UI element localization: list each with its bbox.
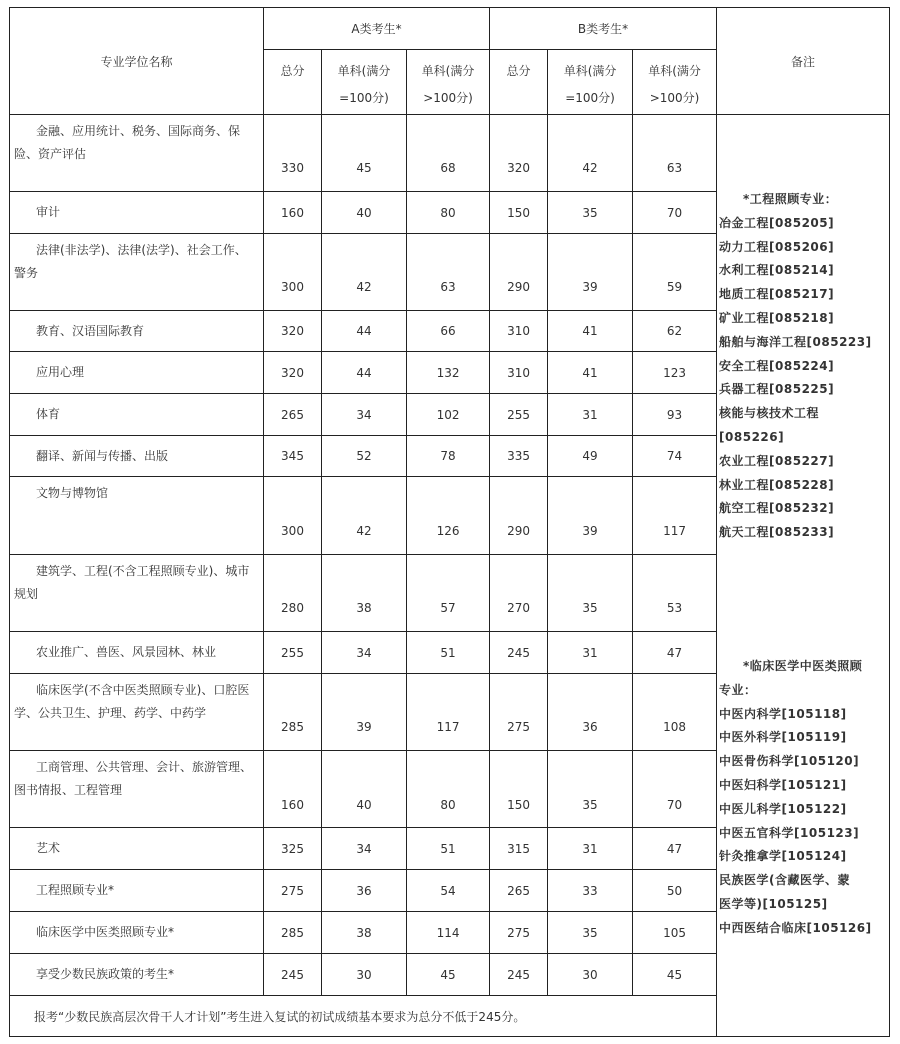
medicine-note-item: 中医儿科学[105122] (719, 801, 847, 816)
cell-b-single-gt100: 108 (633, 674, 717, 751)
cell-b-total: 255 (490, 394, 548, 436)
score-table (9, 7, 890, 1037)
header-a-single-100: 单科(满分=100分) (322, 50, 407, 115)
cell-a-total: 245 (264, 954, 322, 996)
medicine-note-item: 针灸推拿学[105124] (719, 849, 847, 864)
remarks-cell (717, 115, 890, 1037)
cell-b-single-gt100: 53 (633, 555, 717, 632)
cell-b-single-100: 35 (548, 192, 633, 234)
header-group-a: A类考生* (264, 8, 490, 50)
cell-b-total: 245 (490, 632, 548, 674)
cell-a-single-100: 44 (322, 352, 407, 394)
cell-b-single-100: 31 (548, 632, 633, 674)
cell-b-single-100: 39 (548, 477, 633, 555)
cell-a-single-100: 38 (322, 555, 407, 632)
engineering-note-item: 矿业工程[085218] (719, 310, 835, 325)
engineering-note-item: 兵器工程[085225] (719, 382, 835, 397)
row-name: 农业推广、兽医、风景园林、林业 (10, 632, 264, 674)
cell-b-single-gt100: 45 (633, 954, 717, 996)
engineering-note-item: 船舶与海洋工程[085223] (719, 334, 872, 349)
cell-b-single-gt100: 74 (633, 436, 717, 477)
remarks-notes (717, 115, 889, 941)
cell-b-total: 245 (490, 954, 548, 996)
cell-b-total: 290 (490, 477, 548, 555)
medicine-note-item: 中医内科学[105118] (719, 706, 847, 721)
cell-b-total: 275 (490, 674, 548, 751)
cell-b-single-gt100: 47 (633, 632, 717, 674)
row-name: 体育 (10, 394, 264, 436)
cell-a-single-100: 39 (322, 674, 407, 751)
engineering-note-item: 动力工程[085206] (719, 239, 835, 254)
cell-b-total: 265 (490, 870, 548, 912)
cell-a-single-gt100: 117 (407, 674, 490, 751)
cell-b-single-100: 33 (548, 870, 633, 912)
engineering-note-item: 航天工程[085233] (719, 525, 835, 540)
cell-b-total: 310 (490, 311, 548, 352)
engineering-note-item: 林业工程[085228] (719, 477, 835, 492)
row-name: 建筑学、工程(不含工程照顾专业)、城市规划 (10, 555, 264, 632)
cell-a-single-100: 44 (322, 311, 407, 352)
score-table-wrapper (9, 7, 890, 1037)
cell-a-single-gt100: 68 (407, 115, 490, 192)
cell-a-total: 280 (264, 555, 322, 632)
cell-b-single-100: 41 (548, 352, 633, 394)
cell-a-total: 285 (264, 674, 322, 751)
cell-b-total: 335 (490, 436, 548, 477)
row-name: 临床医学中医类照顾专业* (10, 912, 264, 954)
row-name: 翻译、新闻与传播、出版 (10, 436, 264, 477)
medicine-notes-title-cont: 专业： (719, 682, 757, 697)
medicine-note-item: 中西医结合临床[105126] (719, 920, 872, 935)
header-b-single-gt100: 单科(满分>100分) (633, 50, 717, 115)
row-name: 工商管理、公共管理、会计、旅游管理、图书情报、工程管理 (10, 751, 264, 828)
header-remarks: 备注 (717, 8, 890, 115)
cell-a-total: 345 (264, 436, 322, 477)
cell-a-single-gt100: 57 (407, 555, 490, 632)
row-name: 金融、应用统计、税务、国际商务、保险、资产评估 (10, 115, 264, 192)
engineering-note-item: 水利工程[085214] (719, 263, 835, 278)
medicine-note-item: 中医外科学[105119] (719, 730, 847, 745)
cell-b-total: 270 (490, 555, 548, 632)
cell-a-single-gt100: 114 (407, 912, 490, 954)
medicine-notes-title: *临床医学中医类照顾 (743, 658, 863, 673)
cell-a-total: 320 (264, 352, 322, 394)
table-row (10, 115, 890, 192)
engineering-note-item: 核能与核技术工程 (719, 406, 820, 421)
cell-b-single-gt100: 117 (633, 477, 717, 555)
header-b-total: 总分 (490, 50, 548, 115)
medicine-note-item: 中医骨伤科学[105120] (719, 754, 860, 769)
row-name: 工程照顾专业* (10, 870, 264, 912)
cell-a-total: 275 (264, 870, 322, 912)
cell-a-single-100: 34 (322, 828, 407, 870)
header-group-b: B类考生* (490, 8, 717, 50)
cell-b-total: 150 (490, 192, 548, 234)
cell-a-single-100: 34 (322, 394, 407, 436)
cell-a-single-100: 30 (322, 954, 407, 996)
cell-b-single-100: 42 (548, 115, 633, 192)
cell-b-total: 320 (490, 115, 548, 192)
cell-a-single-gt100: 45 (407, 954, 490, 996)
cell-b-single-100: 35 (548, 751, 633, 828)
row-name: 教育、汉语国际教育 (10, 311, 264, 352)
engineering-note-item: 地质工程[085217] (719, 287, 835, 302)
engineering-note-item: 安全工程[085224] (719, 358, 835, 373)
cell-a-single-gt100: 80 (407, 192, 490, 234)
cell-b-single-gt100: 63 (633, 115, 717, 192)
cell-a-single-gt100: 80 (407, 751, 490, 828)
engineering-note-item: 农业工程[085227] (719, 453, 835, 468)
cell-a-total: 325 (264, 828, 322, 870)
medicine-note-item: 民族医学(含藏医学、蒙 (719, 873, 851, 888)
cell-a-single-100: 36 (322, 870, 407, 912)
cell-b-single-100: 49 (548, 436, 633, 477)
cell-a-single-gt100: 51 (407, 632, 490, 674)
cell-a-single-100: 45 (322, 115, 407, 192)
cell-a-single-100: 40 (322, 751, 407, 828)
row-name: 审计 (10, 192, 264, 234)
cell-a-single-gt100: 102 (407, 394, 490, 436)
cell-a-single-100: 42 (322, 234, 407, 311)
medicine-note-item: 中医五官科学[105123] (719, 825, 860, 840)
cell-b-total: 315 (490, 828, 548, 870)
cell-b-single-100: 30 (548, 954, 633, 996)
cell-a-single-100: 38 (322, 912, 407, 954)
cell-a-total: 255 (264, 632, 322, 674)
cell-a-single-gt100: 54 (407, 870, 490, 912)
header-name-col: 专业学位名称 (10, 8, 264, 115)
cell-a-single-100: 34 (322, 632, 407, 674)
cell-a-single-gt100: 78 (407, 436, 490, 477)
header-a-single-gt100: 单科(满分>100分) (407, 50, 490, 115)
engineering-note-item: [085226] (719, 429, 785, 444)
cell-a-total: 300 (264, 477, 322, 555)
cell-b-single-100: 35 (548, 912, 633, 954)
cell-a-total: 330 (264, 115, 322, 192)
cell-b-single-gt100: 123 (633, 352, 717, 394)
cell-b-single-100: 31 (548, 828, 633, 870)
cell-a-total: 320 (264, 311, 322, 352)
cell-b-single-gt100: 50 (633, 870, 717, 912)
cell-a-single-100: 42 (322, 477, 407, 555)
cell-b-single-gt100: 105 (633, 912, 717, 954)
cell-a-single-100: 40 (322, 192, 407, 234)
cell-a-total: 160 (264, 751, 322, 828)
cell-b-total: 275 (490, 912, 548, 954)
row-name: 法律(非法学)、法律(法学)、社会工作、警务 (10, 234, 264, 311)
cell-a-single-gt100: 126 (407, 477, 490, 555)
cell-b-single-gt100: 70 (633, 751, 717, 828)
header-b-single-100: 单科(满分=100分) (548, 50, 633, 115)
cell-b-total: 290 (490, 234, 548, 311)
notes-spacer (717, 545, 889, 655)
row-name: 艺术 (10, 828, 264, 870)
row-name: 文物与博物馆 (10, 477, 264, 555)
cell-b-single-gt100: 62 (633, 311, 717, 352)
medicine-note-item: 医学等)[105125] (719, 896, 828, 911)
cell-b-single-gt100: 70 (633, 192, 717, 234)
cell-a-total: 160 (264, 192, 322, 234)
cell-b-single-100: 39 (548, 234, 633, 311)
cell-b-total: 310 (490, 352, 548, 394)
cell-b-single-100: 31 (548, 394, 633, 436)
cell-a-total: 285 (264, 912, 322, 954)
cell-b-single-gt100: 47 (633, 828, 717, 870)
row-name: 临床医学(不含中医类照顾专业)、口腔医学、公共卫生、护理、药学、中药学 (10, 674, 264, 751)
cell-a-single-gt100: 51 (407, 828, 490, 870)
cell-b-single-100: 35 (548, 555, 633, 632)
cell-a-single-gt100: 66 (407, 311, 490, 352)
cell-a-single-gt100: 132 (407, 352, 490, 394)
engineering-note-item: 航空工程[085232] (719, 501, 835, 516)
header-a-total: 总分 (264, 50, 322, 115)
cell-a-total: 265 (264, 394, 322, 436)
footer-note: 报考“少数民族高层次骨干人才计划”考生进入复试的初试成绩基本要求为总分不低于245分。 (10, 996, 717, 1037)
cell-b-single-100: 36 (548, 674, 633, 751)
cell-b-single-100: 41 (548, 311, 633, 352)
medicine-note-item: 中医妇科学[105121] (719, 777, 847, 792)
engineering-notes-title: *工程照顾专业： (743, 192, 838, 206)
cell-b-single-gt100: 59 (633, 234, 717, 311)
row-name: 享受少数民族政策的考生* (10, 954, 264, 996)
cell-a-total: 300 (264, 234, 322, 311)
cell-b-single-gt100: 93 (633, 394, 717, 436)
cell-a-single-gt100: 63 (407, 234, 490, 311)
row-name: 应用心理 (10, 352, 264, 394)
cell-b-total: 150 (490, 751, 548, 828)
engineering-note-item: 冶金工程[085205] (719, 215, 835, 230)
cell-a-single-100: 52 (322, 436, 407, 477)
